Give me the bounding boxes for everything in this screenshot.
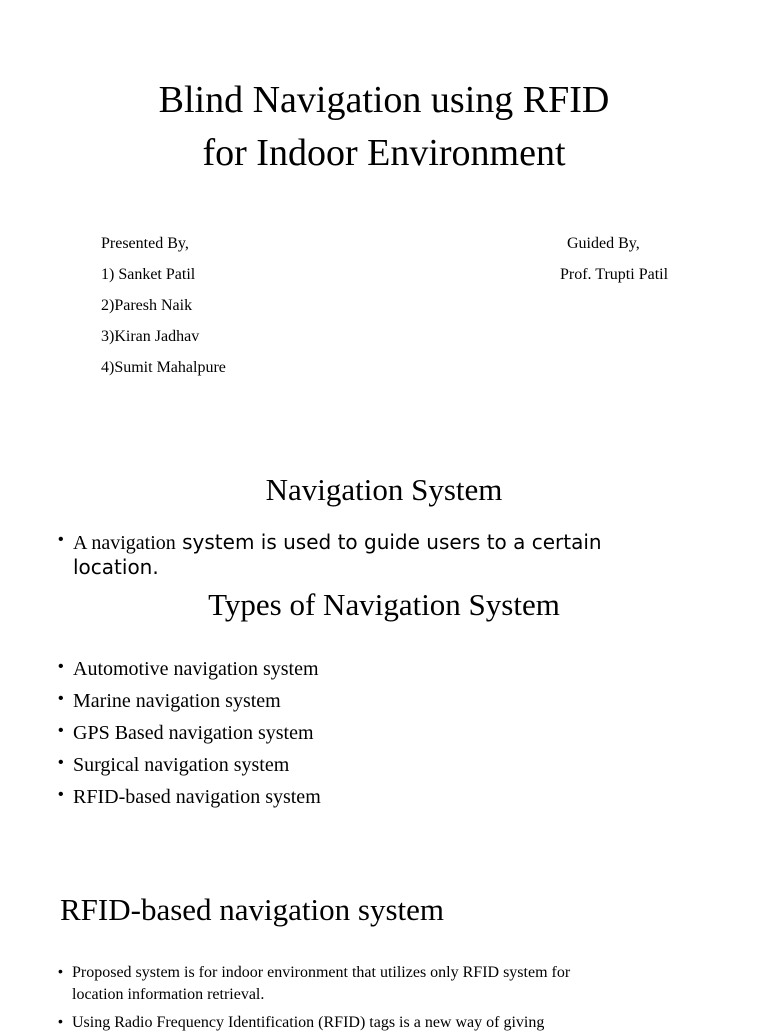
definition-text-serif: A navigation bbox=[73, 532, 176, 554]
bullet-icon: • bbox=[58, 1013, 63, 1029]
list-item-text: Surgical navigation system bbox=[73, 754, 290, 776]
guide-name: Prof. Trupti Patil bbox=[560, 266, 669, 283]
navigation-system-heading: Navigation System bbox=[265, 472, 503, 507]
bullet-icon: • bbox=[58, 963, 63, 979]
bullet-icon: • bbox=[58, 786, 64, 803]
bullet-icon: • bbox=[58, 531, 64, 548]
presenter-name: 2)Paresh Naik bbox=[101, 297, 193, 314]
rfid-bullet-2 bbox=[58, 1012, 738, 1034]
bullet-icon: • bbox=[58, 690, 64, 707]
definition-text-continuation: location. bbox=[73, 555, 159, 579]
rfid-heading: RFID-based navigation system bbox=[60, 892, 445, 927]
presenter-name: 1) Sanket Patil bbox=[101, 266, 196, 283]
list-item-text: Marine navigation system bbox=[73, 690, 281, 712]
types-heading: Types of Navigation System bbox=[208, 587, 560, 622]
bullet-icon: • bbox=[58, 658, 64, 675]
rfid-bullet-1-line-2: location information retrieval. bbox=[72, 986, 265, 1003]
presenter-name: 3)Kiran Jadhav bbox=[101, 328, 200, 345]
list-item-text: GPS Based navigation system bbox=[73, 722, 314, 744]
rfid-bullet-2-line-1: Using Radio Frequency Identification (RFID) tags is a new way of giving bbox=[72, 1014, 545, 1031]
presenter-name: 4)Sumit Mahalpure bbox=[101, 359, 226, 376]
list-item bbox=[58, 720, 314, 746]
list-item-text: RFID-based navigation system bbox=[73, 786, 321, 808]
rfid-bullet-1 bbox=[58, 962, 738, 1006]
guided-by-label: Guided By, bbox=[567, 235, 640, 252]
list-item bbox=[58, 752, 289, 778]
bullet-icon: • bbox=[58, 754, 64, 771]
list-item-text: Automotive navigation system bbox=[73, 658, 319, 680]
rfid-bullet-1-line-1: Proposed system is for indoor environment that utilizes only RFID system for bbox=[72, 964, 571, 981]
bullet-icon: • bbox=[58, 722, 64, 739]
slide-title-line-1: Blind Navigation using RFID bbox=[158, 79, 610, 121]
list-item bbox=[58, 688, 281, 714]
presented-by-label: Presented By, bbox=[101, 235, 189, 252]
navigation-definition bbox=[58, 530, 708, 579]
list-item bbox=[58, 656, 319, 682]
definition-text-sans: system is used to guide users to a certain bbox=[175, 530, 602, 554]
list-item bbox=[58, 784, 321, 810]
slide-title-line-2: for Indoor Environment bbox=[202, 132, 566, 174]
